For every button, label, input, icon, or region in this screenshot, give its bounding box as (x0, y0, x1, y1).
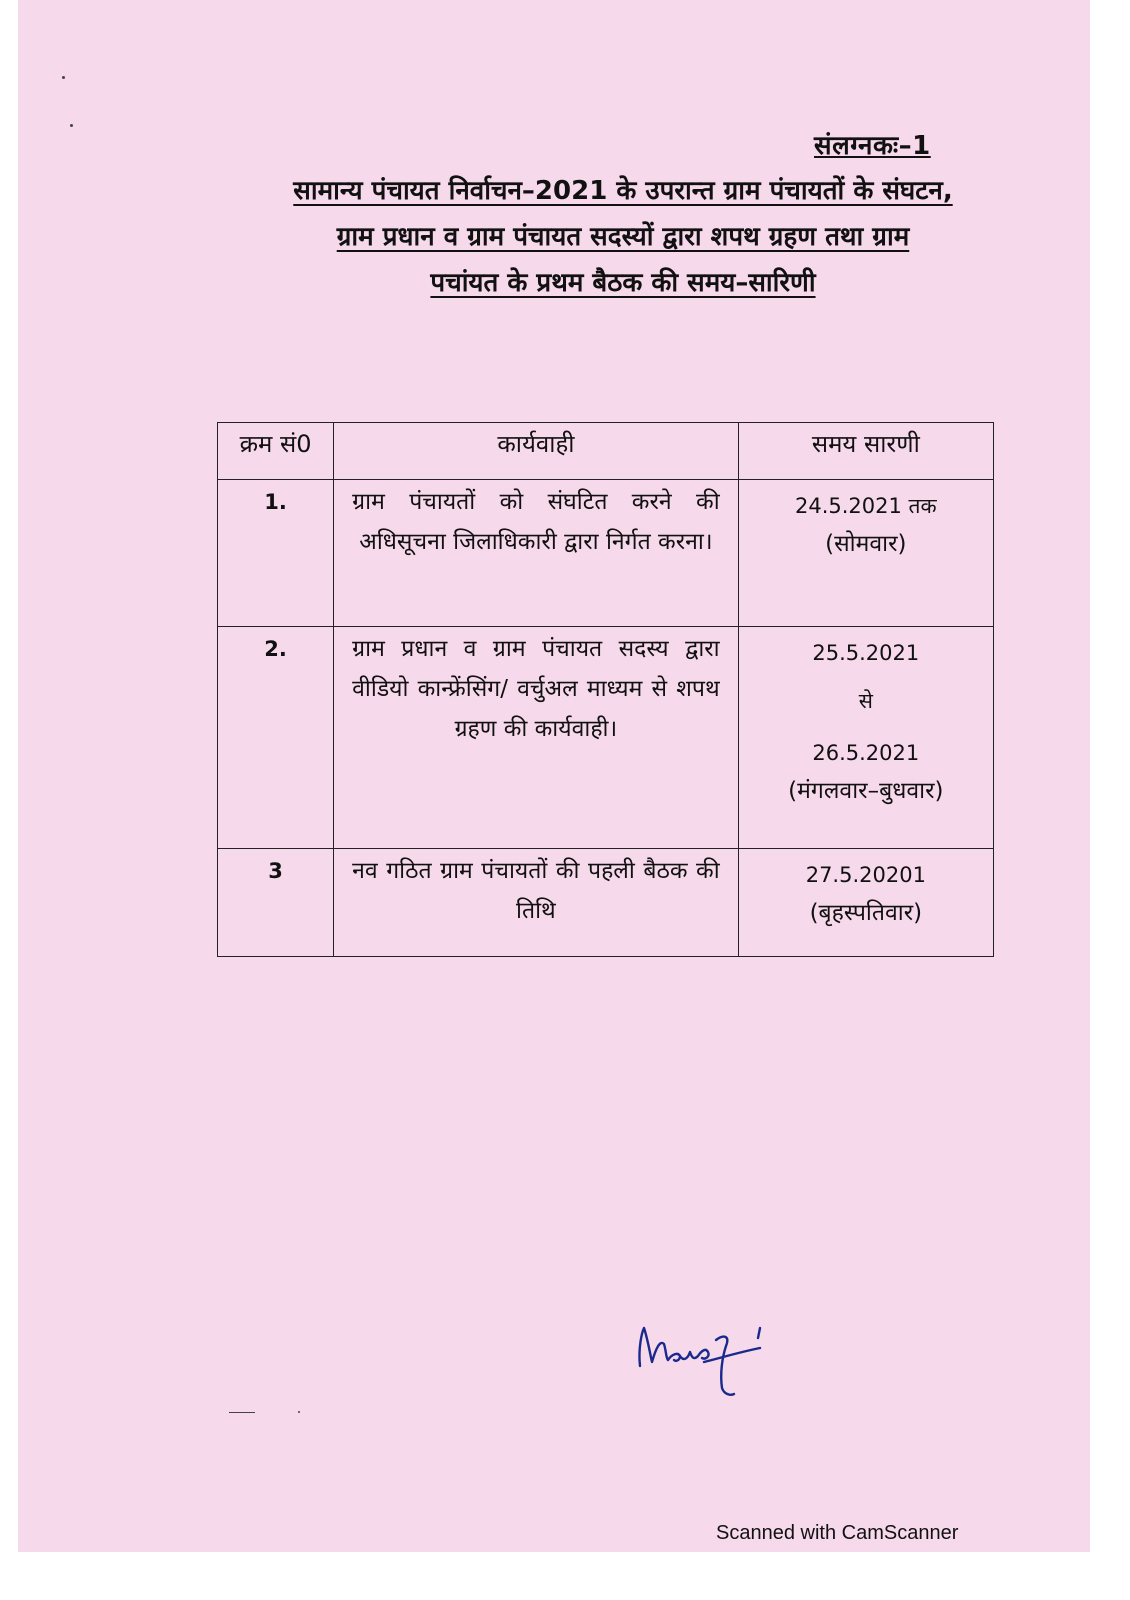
signature-stroke (639, 1328, 760, 1395)
title-line-1: सामान्य पंचायत निर्वाचन–2021 के उपरान्त ग्राम पंचायतों के संघटन, (293, 176, 953, 206)
scan-dot (298, 1411, 300, 1413)
header-serial: क्रम सं0 (218, 423, 334, 480)
schedule-date: 24.5.2021 तक (795, 494, 937, 518)
row-action: ग्राम पंचायतों को संघटित करने की अधिसूचना जिलाधिकारी द्वारा निर्गत करना। (334, 480, 739, 627)
scan-dot (70, 124, 73, 127)
table-row (218, 627, 994, 849)
row-serial: 1. (218, 480, 334, 627)
title-line-3: पचांयत के प्रथम बैठक की समय–सारिणी (430, 268, 816, 298)
scan-dot (62, 76, 65, 79)
scanner-watermark: Scanned with CamScanner (716, 1522, 959, 1544)
header-schedule: समय सारणी (738, 423, 993, 480)
row-action: ग्राम प्रधान व ग्राम पंचायत सदस्य द्वारा वीडियो कान्फ्रेंसिंग/ वर्चुअल माध्यम से शपथ ग्रहण की कार्यवाही। (334, 627, 739, 849)
schedule-day: (मंगलवार–बुधवार) (788, 778, 944, 804)
schedule-date: 27.5.20201 (805, 863, 926, 887)
table-header-row (218, 423, 994, 480)
row-serial: 3 (218, 849, 334, 957)
row-serial: 2. (218, 627, 334, 849)
schedule-table (217, 422, 994, 957)
table-row (218, 480, 994, 627)
schedule-to: से (858, 689, 873, 713)
row-schedule (738, 480, 993, 627)
signature-image (630, 1318, 780, 1408)
schedule-date-start: 25.5.2021 (812, 641, 920, 665)
row-schedule (738, 849, 993, 957)
row-schedule (738, 627, 993, 849)
annexure-label: संलग्नकः–1 (814, 131, 931, 161)
document-title (223, 168, 1023, 306)
schedule-day: (बृहस्पतिवार) (809, 900, 923, 926)
header-action: कार्यवाही (334, 423, 739, 480)
title-line-2: ग्राम प्रधान व ग्राम पंचायत सदस्यों द्वारा शपथ ग्रहण तथा ग्राम (336, 222, 910, 252)
schedule-day: (सोमवार) (825, 531, 907, 557)
table-row (218, 849, 994, 957)
row-action: नव गठित ग्राम पंचायतों की पहली बैठक की तिथि (334, 849, 739, 957)
scan-dash (229, 1412, 255, 1413)
schedule-date-end: 26.5.2021 (812, 741, 920, 765)
